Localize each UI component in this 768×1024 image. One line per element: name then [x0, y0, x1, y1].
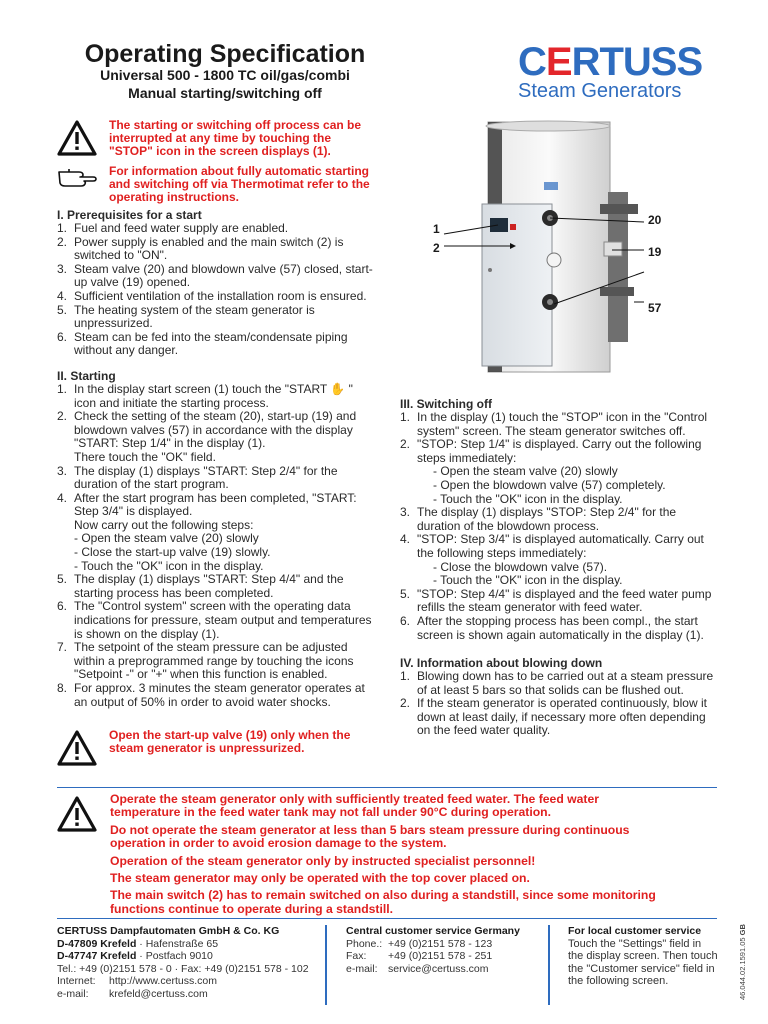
operation-warning: Operate the steam generator only with sufficiently treated feed water. The feed water temperature in the feed water tank may not fall under 90°C during operation. — [110, 792, 599, 820]
footer-divider — [325, 925, 327, 1005]
email-line: e-mail: krefeld@certuss.com — [57, 987, 208, 1000]
warning-triangle-icon — [57, 730, 97, 766]
list-item: 6. After the stopping process has been compl., the start screen is shown again automatically in the display (1). — [400, 613, 704, 642]
central-service-title: Central customer service Germany — [346, 925, 520, 937]
prereq-heading: I. Prerequisites for a start — [57, 208, 202, 222]
website-link[interactable]: http://www.certuss.com — [109, 975, 217, 987]
logo-letters-rest: RTUSS — [571, 40, 703, 84]
footer-central-service — [346, 925, 546, 975]
divider-bottom — [57, 918, 717, 919]
footer-local-service — [568, 925, 718, 988]
local-service-title: For local customer service — [568, 925, 702, 937]
stop-warning-note: The starting or switching off process can be interrupted at any time by touching the "STOP" icon in the screen displays (1). — [109, 118, 362, 158]
list-item: 3. The display (1) displays "START: Step 2/4" for the duration of the start program. — [57, 463, 338, 492]
company-name: CERTUSS Dampfautomaten GmbH & Co. KG — [57, 925, 280, 937]
callout-57: 57 — [648, 301, 662, 315]
list-item: 1. In the display (1) touch the "STOP" icon in the "Control system" screen. The steam generator switches off. — [400, 410, 708, 438]
list-item: 1. In the display start screen (1) touch the "START ✋ " icon and initiate the starting process. — [57, 381, 353, 410]
service-email-line: e-mail: service@certuss.com — [346, 962, 489, 975]
callout-19: 19 — [648, 245, 662, 259]
list-item: 5. The display (1) displays "START: Step 4/4" and the starting process has been completed. — [57, 572, 344, 600]
footer-divider — [548, 925, 550, 1005]
right-column — [400, 397, 718, 738]
address-street: D-47809 Krefeld · Hafenstraße 65 — [57, 937, 219, 950]
operation-warning: Do not operate the steam generator at less than 5 bars steam pressure during continuous operation in order to avoid erosion damage to the system. — [110, 822, 630, 851]
logo-letter-e: E — [545, 40, 572, 84]
page-title: Operating Specification — [84, 40, 366, 68]
callout-1: 1 — [433, 222, 440, 236]
list-item: 2. Power supply is enabled and the main switch (2) is switched to "ON". — [57, 234, 344, 263]
blowdown-list — [400, 670, 718, 738]
fax-line: Fax: +49 (0)2151 578 - 251 — [346, 950, 493, 962]
list-item: 5. The heating system of the steam generator is unpressurized. — [57, 302, 315, 331]
operation-warning: The steam generator may only be operated with the top cover placed on. — [110, 871, 530, 886]
divider-top — [57, 787, 717, 788]
list-item: 5. "STOP: Step 4/4" is displayed and the feed water pump refills the steam generator with feed water. — [400, 586, 712, 615]
warning-triangle-icon — [57, 796, 97, 832]
list-item: 3. The display (1) displays "STOP: Step 2/4" for the duration of the blowdown process. — [400, 505, 677, 533]
starting-heading: II. Starting — [57, 368, 116, 383]
list-item: 4. After the start program has been completed, "START: Step 3/4" is displayed. Now carry out the following steps: - Open the steam valve (20) slowly - Close the start-up valve (19) slowly. - Touch the "OK" icon in the display. — [57, 490, 357, 573]
list-item: 1. Fuel and feed water supply are enabled. — [57, 221, 289, 235]
prereq-list — [57, 222, 375, 358]
callout-20: 20 — [648, 213, 662, 227]
internet-line: Internet: http://www.certuss.com — [57, 975, 217, 987]
certuss-logo — [518, 40, 702, 85]
switching-list — [400, 411, 718, 642]
logo-subtitle: Steam Generators — [518, 80, 682, 102]
list-item: 7. The setpoint of the steam pressure can be adjusted within a preprogrammed range by touching the icons "Setpoint -" or "+" when this function is enabled. — [57, 640, 354, 682]
operation-warning: Operation of the steam generator only by instructed specialist personnel! — [110, 853, 536, 868]
local-service-text: Touch the "Settings" field in the display screen. Then touch the "Customer service" field in the following screen. — [568, 937, 718, 988]
address-pobox: D-47747 Krefeld · Postfach 9010 — [57, 950, 213, 962]
switching-heading: III. Switching off — [400, 397, 492, 411]
list-item: 3. Steam valve (20) and blowdown valve (57) closed, start-up valve (19) opened. — [57, 261, 373, 290]
callout-2: 2 — [433, 241, 440, 255]
list-item: 8. For approx. 3 minutes the steam generator operates at an output of 50% in order to avoid water shocks. — [57, 681, 365, 709]
list-item: 2. Check the setting of the steam (20), start-up (19) and blowdown valves (57) in accordance with the display "START: Step 1/4" in the display (1). There touch the "OK" field. — [57, 409, 357, 464]
operation-warning: The main switch (2) has to remain switched on also during a standstill, since some monitoring functions continue to operate during a standstill. — [110, 888, 656, 916]
logo-letter-c: C — [518, 40, 546, 84]
pointing-hand-icon — [57, 166, 97, 188]
list-item: 6. Steam can be fed into the steam/condensate piping without any danger. — [57, 329, 348, 358]
thermotimat-info-note: For information about fully automatic starting and switching off via Thermotimat refer to the operating instructions. — [109, 164, 370, 204]
footer-company-block — [57, 925, 319, 1000]
tel-fax: Tel.: +49 (0)2151 578 - 0 · Fax: +49 (0)2151 578 - 102 — [57, 962, 309, 975]
warning-triangle-icon — [57, 120, 97, 156]
list-item: 1. Blowing down has to be carried out at a steam pressure of at least 5 bars so that solids can be flushed out. — [400, 669, 714, 697]
operation-warnings — [110, 793, 670, 916]
blowdown-heading: IV. Information about blowing down — [400, 656, 603, 671]
starting-list — [57, 383, 375, 709]
list-item: 2. If the steam generator is operated continuously, blow it down at least daily, if necessary more often depending on the feed water quality. — [400, 696, 707, 738]
list-item: 4. Sufficient ventilation of the installation room is ensured. — [57, 288, 367, 303]
left-column — [57, 208, 375, 709]
list-item: 6. The "Control system" screen with the operating data indications for pressure, steam output and temperatures is shown on the display (1). — [57, 599, 372, 641]
list-item: 2. "STOP: Step 1/4" is displayed. Carry out the following steps immediately: - Open the steam valve (20) slowly - Open the blowdown valve (57) completely. - Touch the "OK" icon in the display. — [400, 437, 702, 506]
document-number: 46.044.02.1591.05 GB — [738, 924, 747, 1000]
phone-line: Phone.: +49 (0)2151 578 - 123 — [346, 937, 493, 950]
page-subtitle-model: Universal 500 - 1800 TC oil/gas/combi — [100, 67, 350, 83]
email-link[interactable]: krefeld@certuss.com — [109, 987, 208, 1000]
startup-valve-warning: Open the start-up valve (19) only when the steam generator is unpressurized. — [109, 728, 351, 755]
list-item: 4. "STOP: Step 3/4" is displayed automatically. Carry out the following steps immediately: - Close the blowdown valve (57). - Touch the "OK" icon in the display. — [400, 532, 704, 588]
service-email-link[interactable]: service@certuss.com — [388, 962, 489, 975]
page-subtitle-mode: Manual starting/switching off — [128, 85, 322, 101]
